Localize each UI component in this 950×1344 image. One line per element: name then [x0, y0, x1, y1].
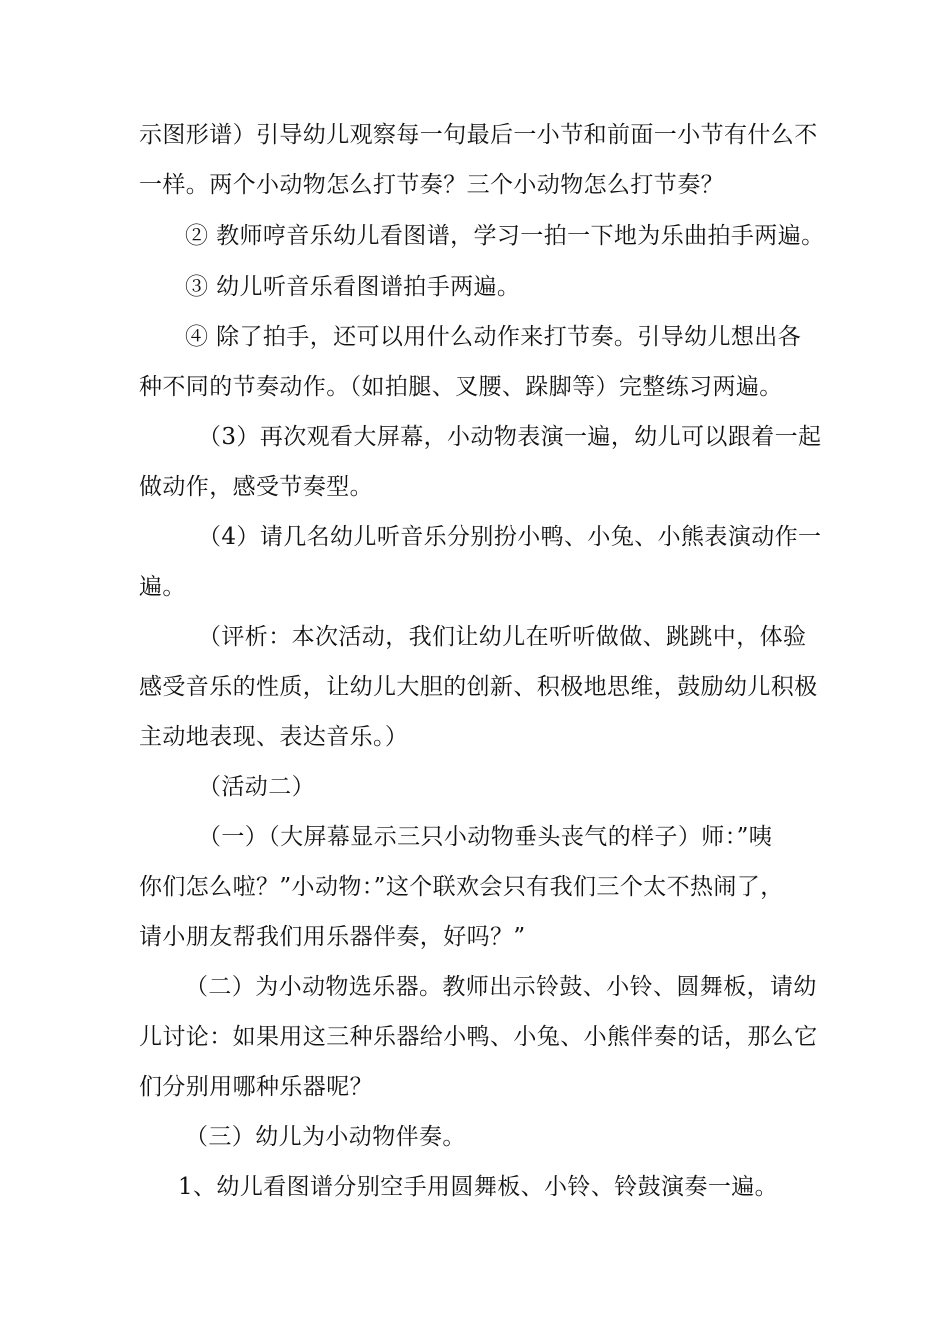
text-line-6: 种不同的节奏动作。（如拍腿、叉腰、跺脚等）完整练习两遍。 [139, 374, 783, 400]
text-line-17: 请小朋友帮我们用乐器伴奏，好吗？” [139, 924, 526, 950]
text-line-16: 你们怎么啦？”小动物：”这个联欢会只有我们三个太不热闹了， [139, 874, 784, 900]
text-line-7: （3）再次观看大屏幕，小动物表演一遍，幼儿可以跟着一起 [198, 424, 822, 450]
text-line-20: 们分别用哪种乐器呢？ [139, 1074, 373, 1100]
text-line-22: 1、幼儿看图谱分别空手用圆舞板、小铃、铃鼓演奏一遍。 [178, 1174, 779, 1200]
text-line-5: ④ 除了拍手，还可以用什么动作来打节奏。引导幼儿想出各 [185, 324, 802, 350]
text-line-11: （评析：本次活动，我们让幼儿在听听做做、跳跳中，体验 [198, 624, 807, 650]
text-line-10: 遍。 [139, 574, 186, 600]
text-line-4: ③ 幼儿听音乐看图谱拍手两遍。 [185, 274, 521, 300]
text-line-8: 做动作，感受节奏型。 [139, 474, 373, 500]
text-line-18: （二）为小动物选乐器。教师出示铃鼓、小铃、圆舞板，请幼 [185, 974, 817, 1000]
text-line-1: 示图形谱）引导幼儿观察每一句最后一小节和前面一小节有什么不 [139, 122, 818, 148]
text-line-9: （4）请几名幼儿听音乐分别扮小鸭、小兔、小熊表演动作一 [198, 524, 822, 550]
text-line-14: （活动二） [198, 774, 315, 800]
text-line-15: （一）（大屏幕显示三只小动物垂头丧气的样子）师：”咦 [198, 824, 773, 850]
text-line-3: ② 教师哼音乐幼儿看图谱，学习一拍一下地为乐曲拍手两遍。 [185, 223, 825, 249]
text-line-21: （三）幼儿为小动物伴奏。 [185, 1124, 466, 1150]
text-line-19: 儿讨论：如果用这三种乐器给小鸭、小兔、小熊伴奏的话，那么它 [139, 1024, 818, 1050]
text-line-13: 主动地表现、表达音乐。） [139, 724, 409, 750]
text-line-2: 一样。两个小动物怎么打节奏？三个小动物怎么打节奏？ [139, 172, 724, 198]
text-line-12: 感受音乐的性质，让幼儿大胆的创新、积极地思维，鼓励幼儿积极 [139, 674, 818, 700]
